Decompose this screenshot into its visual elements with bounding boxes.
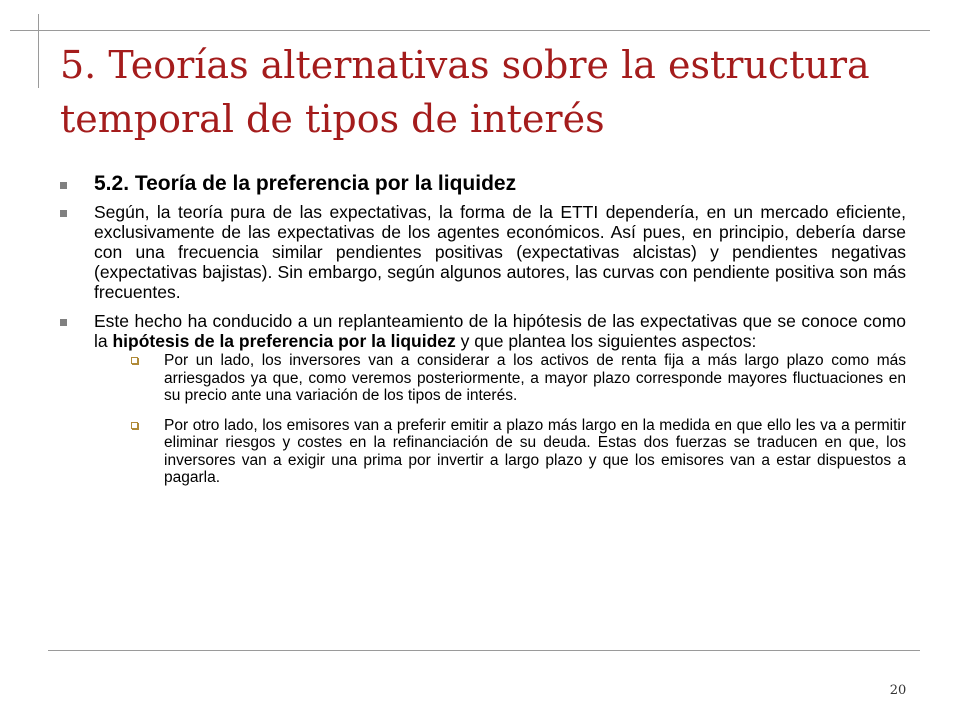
top-horizontal-rule: [10, 30, 930, 31]
sub-bullet-text: Por un lado, los inversores van a considerar a los activos de renta fija a más largo plazo como más arriesgados ya que, como veremos posteriormente, a mayor plazo corresponde mayores fluctuaciones en su precio ante una variación de los tipos de interés.: [164, 352, 906, 404]
square-bullet-icon: [60, 319, 67, 326]
square-bullet-icon: [60, 182, 67, 189]
paragraph-text: Según, la teoría pura de las expectativas, la forma de la ETTI dependería, en un mercado eficiente, exclusivamente de las expectativas de los agentes económicos. Así pues, en principio, debería darse con una frecuencia similar pendientes positivas (expectativas alcistas) y pendientes negativas (expectativas bajistas). Sin embargo, según algunos autores, las curvas con pendiente positiva son más frecuentes.: [94, 202, 906, 302]
slide-title: 5. Teorías alternativas sobre la estructura temporal de tipos de interés: [60, 43, 870, 141]
sub-bullet-issuers: [94, 417, 906, 487]
square-bullet-icon: [60, 210, 67, 217]
sub-bullet-text: Por otro lado, los emisores van a preferir emitir a plazo más largo en la medida en que ello les va a permitir eliminar riesgos y costes en la refinanciación de su deuda. Estas dos fuerzas se traducen en que, los inversores van a exigir una prima por invertir a largo plazo y que los emisores van a estar dispuestos a pagarla.: [164, 416, 906, 486]
page-number: 20: [889, 683, 907, 698]
paragraph-text-start: Este hecho ha conducido a un replanteamiento de la hipótesis de las expectativas que se conoce como la: [94, 311, 906, 351]
sub-bullet-investors: [94, 352, 906, 405]
hollow-square-bullet-icon: [131, 422, 138, 429]
bullet-liquidity-paragraph: [58, 311, 906, 487]
bullet-section-heading: [58, 170, 906, 198]
paragraph-text-end: y que plantea los siguientes aspectos:: [455, 331, 757, 351]
corner-vertical-rule: [38, 14, 39, 88]
footer-rule: [48, 650, 920, 651]
section-heading-text: 5.2. Teoría de la preferencia por la liquidez: [94, 172, 517, 195]
hollow-square-bullet-icon: [131, 357, 138, 364]
slide-content: [58, 170, 906, 499]
sub-bullet-list: [94, 352, 906, 487]
bullet-expectations-paragraph: [58, 202, 906, 302]
paragraph-bold-term: hipótesis de la preferencia por la liquidez: [112, 331, 456, 351]
